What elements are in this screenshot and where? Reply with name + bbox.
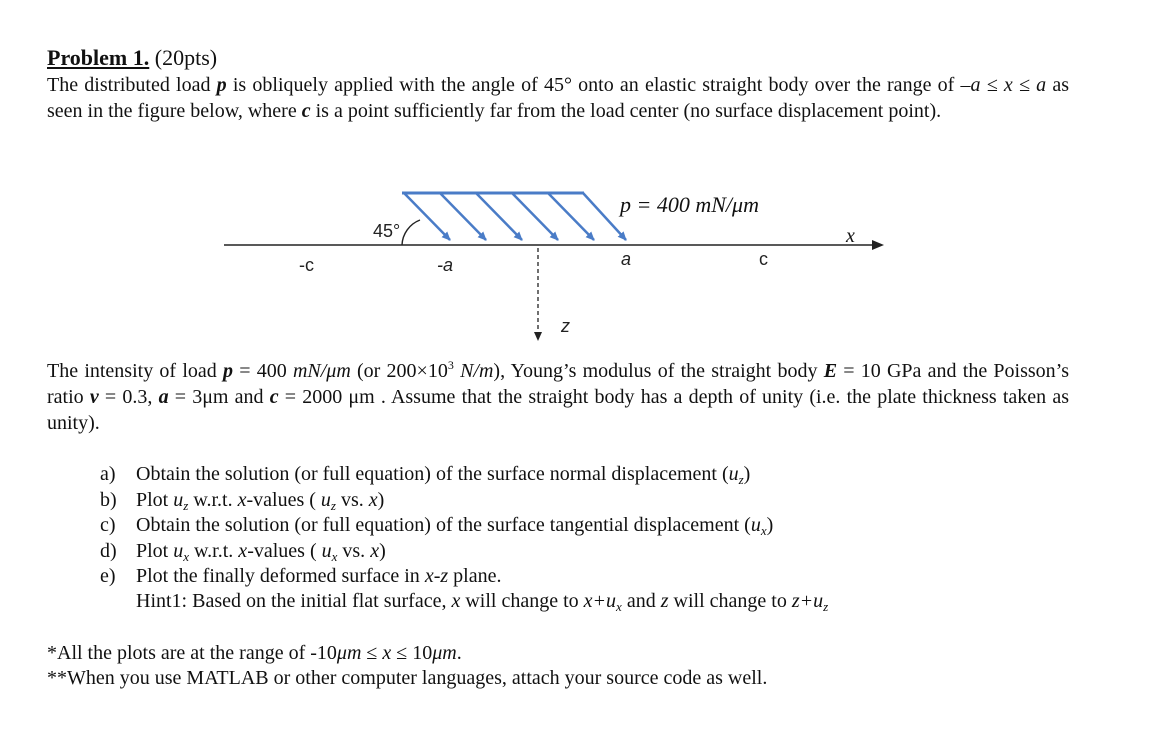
task-marker: a) (100, 463, 116, 485)
given-text: The intensity of load (47, 360, 223, 382)
intro-range: –a ≤ x ≤ a (960, 74, 1047, 96)
task-item (100, 513, 773, 539)
x-axis-label: x (846, 225, 855, 247)
task-text: Plot the finally deformed surface in x-z plane. (136, 565, 502, 587)
load-arrows (404, 193, 626, 240)
task-text: Obtain the solution (or full equation) of the surface normal displacement $(u_z)$ (136, 463, 751, 487)
given-text: ), Young’s modulus of the straight body (493, 360, 824, 382)
intro-text: is obliquely applied with the angle of 45° onto an elastic straight body over the range of (226, 74, 961, 96)
given-p-symbol: p (222, 360, 233, 382)
load-arrow (404, 193, 450, 240)
x-axis-arrowhead (872, 240, 884, 250)
task-marker: c) (100, 514, 116, 536)
intro-p-symbol: p (216, 74, 227, 96)
note-source-code: **When you use MATLAB or other computer languages, attach your source code as well. (47, 667, 768, 689)
hint-text: Hint1: Based on the initial flat surface, x will change to $x+u_x$ and z will change to $z+u_z$ (136, 590, 829, 614)
task-marker: e) (100, 565, 116, 587)
given-text: (or 200×10 (350, 360, 448, 382)
given-data (47, 358, 1069, 436)
given-text: = 10 GPa and the Poisson’s ratio (47, 360, 1070, 408)
load-arrow (440, 193, 486, 240)
intro-text: as seen in the figure below, where (47, 74, 1069, 122)
given-E-symbol: E (823, 360, 838, 382)
given-text: = 0.3, (98, 386, 159, 408)
given-unit: mN/μm (292, 360, 351, 382)
problem-title: Problem 1. (47, 45, 150, 70)
given-exponent: 3 (447, 358, 454, 372)
note-plot-range: *All the plots are at the range of -10μm ≤ x ≤ 10μm. (47, 642, 462, 664)
intro-c-symbol: c (301, 100, 311, 122)
load-arrow (512, 193, 558, 240)
task-text: Plot $u_z$ w.r.t. x-values ( $u_z$ vs. x) (136, 488, 385, 513)
given-text: = 2000 μm . Assume that the straight body has a depth of unity (i.e. the plate thickness taken as unity). (47, 386, 1070, 434)
task-list (100, 462, 773, 590)
task-marker: b) (100, 488, 117, 511)
task-text: Plot $u_x$ w.r.t. x-values ( $u_x$ vs. x) (136, 539, 386, 564)
tick-neg-a: -a (437, 255, 454, 275)
z-axis-label: z (561, 316, 570, 336)
angle-arc (402, 220, 420, 245)
load-arrow (476, 193, 522, 240)
given-nu-symbol: ν (89, 386, 99, 408)
task-marker: d) (100, 539, 117, 562)
intro-text: The distributed load (47, 74, 217, 96)
given-a-symbol: a (158, 386, 169, 408)
task-text: Obtain the solution (or full equation) of the surface tangential displacement $(u_x)$ (136, 514, 774, 538)
problem-points: (20pts) (154, 45, 218, 70)
task-item (100, 564, 773, 590)
task-item (100, 462, 773, 488)
intro-text: is a point sufficiently far from the load center (no surface displacement point). (310, 100, 942, 122)
tick-neg-c: -c (299, 255, 314, 275)
given-c-symbol: c (269, 386, 279, 408)
task-item (100, 488, 773, 514)
given-text: = 400 (232, 360, 293, 382)
z-axis-arrowhead (534, 332, 542, 341)
tick-c: c (759, 249, 768, 269)
angle-label: 45° (373, 221, 401, 241)
task-item (100, 539, 773, 565)
tick-a: a (621, 249, 632, 269)
given-unit: N/m (460, 360, 494, 382)
given-text: = 3μm and (168, 386, 270, 408)
notes (47, 641, 767, 691)
load-arrow (548, 193, 594, 240)
load-label: p = 400 mN/μm (620, 192, 759, 217)
